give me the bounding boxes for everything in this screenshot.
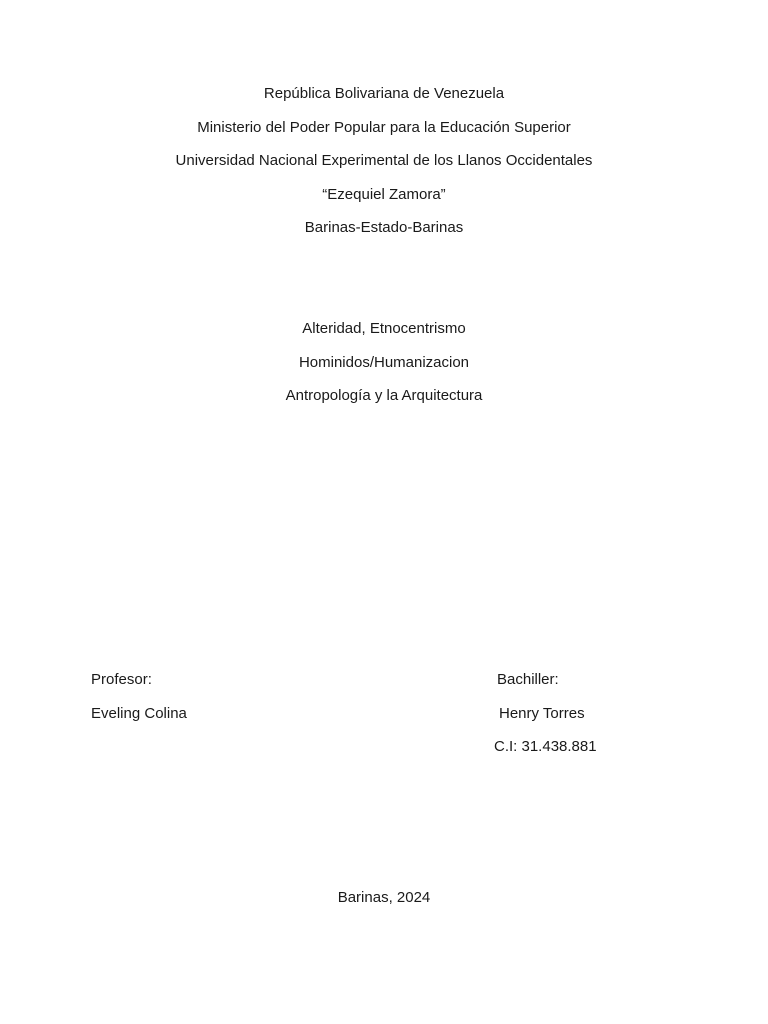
header-location: Barinas-Estado-Barinas — [304, 219, 464, 236]
header-ministry: Ministerio del Poder Popular para la Educación Superior — [197, 119, 571, 136]
header-university: Universidad Nacional Experimental de los Llanos Occidentales — [175, 152, 593, 169]
professor-label: Profesor: — [91, 671, 152, 688]
student-name: Henry Torres — [499, 705, 585, 722]
student-id: C.I: 31.438.881 — [494, 738, 597, 755]
student-label: Bachiller: — [497, 671, 559, 688]
topic-hominidos: Hominidos/Humanizacion — [298, 354, 470, 371]
professor-name: Eveling Colina — [91, 705, 187, 722]
topic-alteridad: Alteridad, Etnocentrismo — [302, 320, 466, 337]
header-republic: República Bolivariana de Venezuela — [263, 85, 505, 102]
header-university-name: “Ezequiel Zamora” — [322, 186, 446, 203]
topic-antropologia: Antropología y la Arquitectura — [285, 387, 483, 404]
footer-place-date: Barinas, 2024 — [337, 889, 431, 906]
